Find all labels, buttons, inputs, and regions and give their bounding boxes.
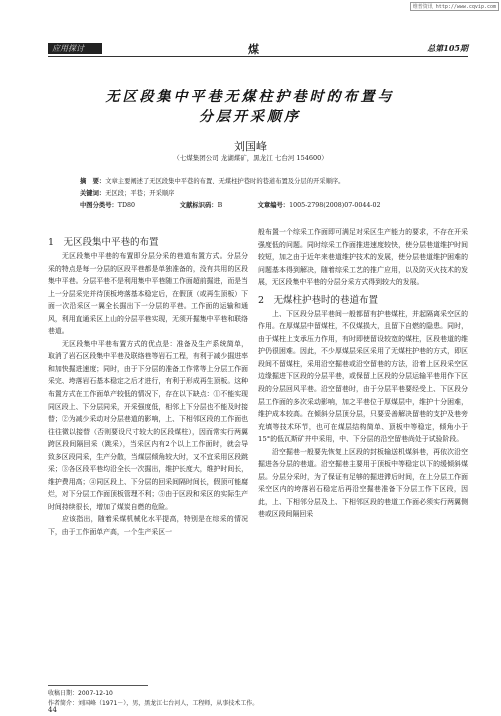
doc-code-label: 文献标识码： — [179, 202, 218, 209]
header-section-label: 应用探讨 — [48, 43, 102, 54]
left-paragraph-3: 应该指出，随着采煤机械化水平提高，特别是在综采的情况下，由于工作面单产高，一个生产采区一 — [48, 515, 248, 537]
abstract — [80, 177, 440, 187]
keywords-text: 无区段；平巷；开采顺序 — [105, 190, 175, 197]
section-2-heading: 2 无煤柱护巷时的巷道布置 — [258, 294, 379, 306]
footnote-author: 作者简介：刘国峰（1971－），男，黑龙江七台河人，工程师，从事技术工作。 — [48, 700, 259, 707]
running-header — [48, 38, 468, 58]
left-paragraph-2: 无区段集中平巷布置方式的优点是：准备及生产系统简单，取消了岩石区段集中平巷及联络巷等岩石工程，有利于减少掘进率和加快掘进速度；同时，由于下分层的准备工作常等上分层工作面采完、垮落岩石基本稳定之后才进行，有利于形成再生顶板。这种布置方式在工作面单产较低的情况下，存在以下缺点：①不能实现同区段上、下分层同采，开采强度低，相邻上下分层也不能及时接替；②为减少采动对分层巷道的影响，上、下相邻区段的工作面也往往微以接替（否则要设尺寸较大的区段煤柱），因而常实行两翼跨区段间隔回采（跳采），当采区内有2个以上工作面时，就会导致多区段同采，生产分散，当煤层倾角较大时，又不宜采用区段跳采；③各区段平巷均沿全长一次掘出，维护长度大，维护时间长，维护费用高；④同区段上、下分层的回采间隔时间长，假顶可能腐烂，对下分层工作面顶板管理不利；⑤由于区段和采区的实际生产时间持续很长，增加了煤炭自燃的危险。 — [48, 339, 248, 511]
clc-value: TD80 — [117, 202, 136, 209]
header-divider — [48, 56, 468, 57]
article-id-label: 文章编号： — [257, 202, 290, 209]
author-affiliation: （七煤集团公司 龙湖煤矿，黑龙江 七台河 154600） — [173, 154, 328, 162]
right-column — [258, 226, 468, 521]
left-paragraph-1: 无区段集中平巷的布置即分层分采的巷道布置方式。分层分采的特点是每一分层的区段平巷都是单独准备的，没有共用的区段集中平巷。分层平巷不是利用集中平巷随工作面超前掘进，而是当上一分层采完并待顶板垮落基本稳定后，在假顶（或再生顶板）下面一次沿采区一翼全长掘出下一分层的平巷。工作面的运输和通风，利用直通采区上山的分层平巷实现，无须开掘集中平巷和联络巷道。 — [48, 252, 248, 336]
article-title-line2: 分层开采顺序 — [199, 109, 301, 125]
header-journal-name: 煤 — [248, 43, 259, 56]
classification-line — [80, 201, 440, 211]
abstract-text: 文章主要阐述了无区段集中平巷的布置、无煤柱护巷时的巷道布置及分层的开采顺序。 — [105, 178, 345, 185]
left-column — [48, 237, 248, 539]
doc-code-value: B — [217, 202, 223, 209]
author-name: 刘国峰 — [234, 140, 267, 153]
article-title-line1: 无区段集中平巷无煤柱护巷时的布置与 — [105, 89, 395, 105]
keywords-label: 关键词： — [80, 190, 106, 197]
watermark: 维普资讯 http://www.cqvip.com — [410, 2, 499, 11]
header-issue: 总第105期 — [427, 43, 468, 53]
right-paragraph-0: 般布置一个综采工作面即可满足对采区生产能力的要求，不存在开采强度低的问题。同时综采工作面推进速度较快，使分层巷道维护时间较短，加之由于近年来巷道维护技术的发展，使分层巷道维护困难的问题基本得到解决，随着综采工艺的推广应用，以及防灭火技术的发展，无区段集中平巷的分层分采方式得到较大的发展。 — [258, 228, 468, 287]
footnote-received: 收稿日期：2007-12-10 — [48, 690, 113, 697]
right-paragraph-1: 上、下区段分层平巷间一般都留有护巷煤柱，并起隔离采空区的作用。在厚煤层中留煤柱，不仅煤损大，且留下自燃的隐患。同时，由于煤柱上支承压力作用，有时即使留设较宽的煤柱，区段巷道的维护仍很困难。因此，不少厚煤层采区采用了无煤柱护巷的方式，即区段间不留煤柱，采用沿空掘巷或沿空留巷的方法，沿着上区段采空区边缘掘进下区段的分层平巷，或保留上区段的分层运输平巷用作下区段的分层回风平巷。沿空留巷时，由于分层平巷要经受上、下区段分层工作面的多次采动影响，加之平巷位于厚煤层中，维护十分困难，维护成本较高。在倾斜分层顶分层，只要妥善解决留巷的支护及巷旁充填等技术环节，也可在煤层结构简单、顶板中等稳定，倾角小于15°的低瓦斯矿井中采用，中、下分层的沿空留巷尚处于试验阶段。 — [258, 309, 468, 444]
abstract-label: 摘 要： — [80, 178, 106, 185]
article-id-value: 1005-2798(2008)07-0044-02 — [289, 202, 381, 209]
footnote-divider — [48, 685, 148, 686]
page-number: 44 — [48, 706, 57, 714]
right-paragraph-2: 沿空掘巷一般要先恢复上区段的封板输送机煤斜巷，再依次沿空掘进各分层的巷道。沿空掘巷主要用于顶板中等稳定以下的缓倾斜煤层。分层分采时，为了保证有足够的掘进滞后时间，在上分层工作面采空区内的垮落岩石稳定后再沿空掘巷准备下分层工作下区段，因此，上、下相邻分层及上、下相邻区段的巷道工作面必须实行两翼侧巷或区段间隔回采 — [258, 447, 468, 519]
keywords — [80, 189, 440, 199]
clc-label: 中图分类号： — [80, 202, 118, 209]
section-1-heading: 1 无区段集中平巷的布置 — [48, 237, 159, 248]
